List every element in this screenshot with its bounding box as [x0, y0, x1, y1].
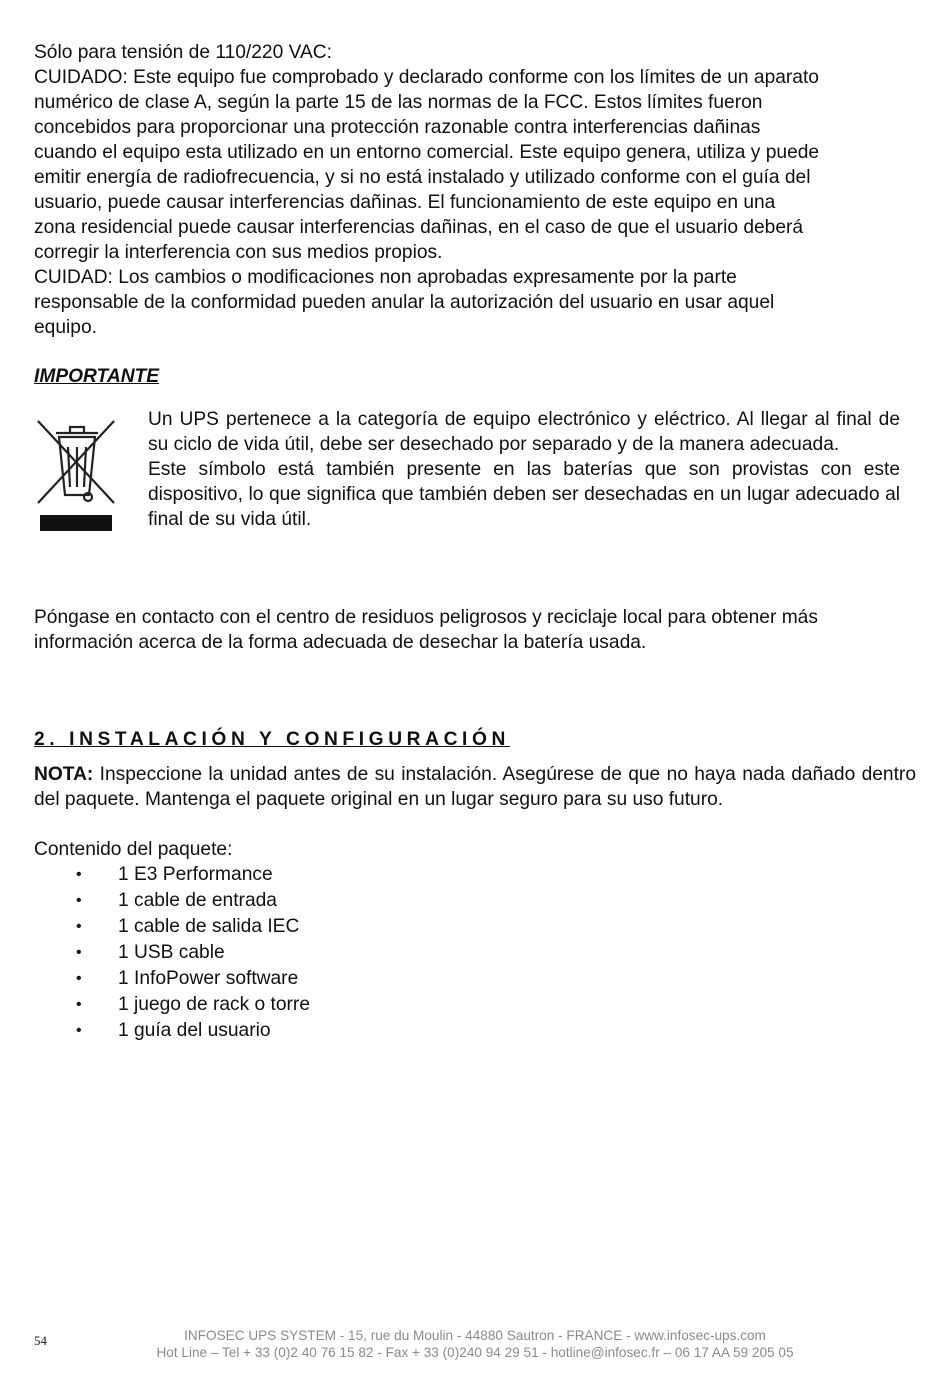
weee-notice [34, 407, 916, 567]
bullet-icon: • [76, 996, 82, 1013]
list-item: • 1 USB cable [34, 940, 916, 966]
list-item: • 1 cable de salida IEC [34, 914, 916, 940]
text-line: CUIDADO: Este equipo fue comprobado y declarado conforme con los límites de un aparato [34, 67, 819, 88]
footer-contact-line: Hot Line – Tel + 33 (0)2 40 76 15 82 - Fax + 33 (0)240 94 29 51 - hotline@infosec.fr – 06 17 AA 59 205 05 [156, 1345, 794, 1360]
text-line: zona residencial puede causar interferencias dañinas, en el caso de que el usuario deberá [34, 217, 804, 238]
text-line: corregir la interferencia con sus medios propios. [34, 242, 443, 263]
text-line: CUIDAD: Los cambios o modificaciones non aprobadas expresamente por la parte [34, 267, 737, 288]
package-contents-list [34, 862, 916, 1044]
text-line: numérico de clase A, según la parte 15 de las normas de la FCC. Estos límites fueron [34, 92, 763, 113]
list-item: • 1 InfoPower software [34, 966, 916, 992]
list-item: • 1 juego de rack o torre [34, 992, 916, 1018]
footer-company-line: INFOSEC UPS SYSTEM - 15, rue du Moulin - 44880 Sautron - FRANCE - www.infosec-ups.com [184, 1328, 766, 1343]
text-line: emitir energía de radiofrecuencia, y si no está instalado y utilizado conforme con el guía del [34, 167, 811, 188]
weee-text [148, 407, 900, 532]
package-contents-label: Contenido del paquete: [34, 839, 233, 860]
bullet-icon: • [76, 970, 82, 987]
text-line: usuario, puede causar interferencias dañinas. El funcionamiento de este equipo en una [34, 192, 776, 213]
list-item: • 1 guía del usuario [34, 1018, 916, 1044]
note-label: NOTA: [34, 764, 94, 785]
bullet-icon: • [76, 1022, 82, 1039]
weee-paragraph: Un UPS pertenece a la categoría de equipo electrónico y eléctrico. Al llegar al final de su ciclo de vida útil, debe ser desechado por separado y de la manera adecuada. [148, 409, 900, 455]
page-number: 54 [34, 1333, 47, 1348]
list-item: • 1 E3 Performance [34, 862, 916, 888]
document-page [34, 40, 916, 1044]
section-heading: 2. INSTALACIÓN Y CONFIGURACIÓN [34, 729, 510, 750]
text-line: cuando el equipo esta utilizado en un entorno comercial. Este equipo genera, utiliza y puede [34, 142, 820, 163]
bullet-icon: • [76, 918, 82, 935]
note-paragraph [34, 762, 916, 812]
text-line: responsable de la conformidad pueden anular la autorización del usuario en usar aquel [34, 292, 775, 313]
bullet-icon: • [76, 892, 82, 909]
list-item: • 1 cable de entrada [34, 888, 916, 914]
contact-paragraph: Póngase en contacto con el centro de residuos peligrosos y reciclaje local para obtener más información acerca de la forma adecuada de desechar la batería usada. [34, 607, 818, 653]
note-text: Inspeccione la unidad antes de su instalación. Asegúrese de que no haya nada dañado dentro del paquete. Mantenga el paquete original en un lugar seguro para su uso futuro. [34, 764, 916, 810]
crossed-out-wheelie-bin-icon [34, 407, 120, 541]
text-line: equipo. [34, 317, 97, 338]
bullet-icon: • [76, 866, 82, 883]
fcc-notice [34, 40, 916, 340]
text-line: concebidos para proporcionar una protección razonable contra interferencias dañinas [34, 117, 761, 138]
bullet-icon: • [76, 944, 82, 961]
page-footer [0, 1327, 950, 1361]
important-heading: IMPORTANTE [34, 366, 160, 387]
text-line: Sólo para tensión de 110/220 VAC: [34, 42, 332, 63]
battery-paragraph: Este símbolo está también presente en las baterías que son provistas con este dispositivo, lo que significa que también deben ser desechadas en un lugar adecuado al final de su vida útil. [148, 459, 900, 530]
